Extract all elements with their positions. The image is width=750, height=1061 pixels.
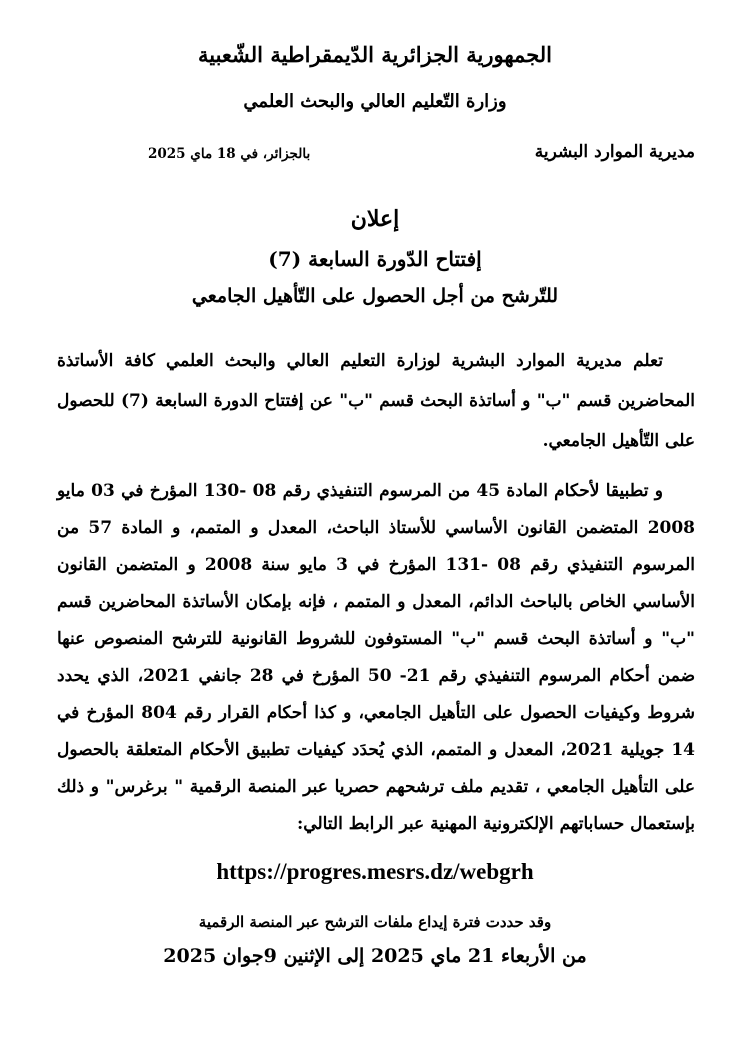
announcement-title-block xyxy=(0,206,750,307)
submission-period-dates: من الأربعاء 21 ماي 2025 إلى الإثنين 9جوان 2025 xyxy=(163,945,587,967)
ministry-title: وزارة التّعليم العالي والبحث العلمي xyxy=(243,91,507,112)
date-row xyxy=(0,142,750,174)
directorate-name: مديرية الموارد البشرية xyxy=(534,142,695,162)
platform-url-link[interactable]: https://progres.mesrs.dz/webgrh xyxy=(216,859,534,884)
document-header xyxy=(0,0,750,112)
submission-period-intro: وقد حددت فترة إيداع ملفات الترشح عبر المنصة الرقمية xyxy=(198,913,552,931)
place-and-date: بالجزائر، في 18 ماي 2025 xyxy=(148,146,311,162)
republic-title: الجمهورية الجزائرية الدّيمقراطية الشّعبية xyxy=(197,42,552,67)
session-heading: إفتتاح الدّورة السابعة (7) xyxy=(268,247,482,271)
intro-paragraph: تعلم مديرية الموارد البشرية لوزارة التعليم العالي والبحث العلمي كافة الأساتذة المحاضرين قسم "ب" و أساتذة البحث قسم "ب" عن إفتتاح الدورة السابعة (7) للحصول على التّأهيل الجامعي. xyxy=(57,351,695,451)
subtitle-heading: للتّرشح من أجل الحصول على التّأهيل الجامعي xyxy=(191,285,559,307)
announcement-heading: إعلان xyxy=(350,206,400,232)
legal-paragraph: و تطبيقا لأحكام المادة 45 من المرسوم التنفيذي رقم 08 -130 المؤرخ في 03 مايو 2008 المتضمن القانون الأساسي للأستاذ الباحث، المعدل و المتمم، و المادة 57 من المرسوم التنفيذي رقم 08 -131 المؤرخ في 3 مايو سنة 2008 و المتضمن القانون الأساسي الخاص بالباحث الدائم، المعدل و المتمم ، فإنه بإمكان الأساتذة المحاضرين قسم "ب" و أساتذة البحث قسم "ب" المستوفون للشروط القانونية للترشح المنصوص عنها ضمن أحكام المرسوم التنفيذي رقم 21- 50 المؤرخ في 28 جانفي 2021، الذي يحدد شروط وكيفيات الحصول على التأهيل الجامعي، و كذا أحكام القرار رقم 804 المؤرخ في 14 جويلية 2021، المعدل و المتمم، الذي يُحدَد كيفيات تطبيق الأحكام المتعلقة بالحصول على التأهيل الجامعي ، تقديم ملف ترشحهم حصريا عبر المنصة الرقمية " برغرس" و ذلك بإستعمال حساباتهم الإلكترونية المهنية عبر الرابط التالي: xyxy=(57,481,696,834)
